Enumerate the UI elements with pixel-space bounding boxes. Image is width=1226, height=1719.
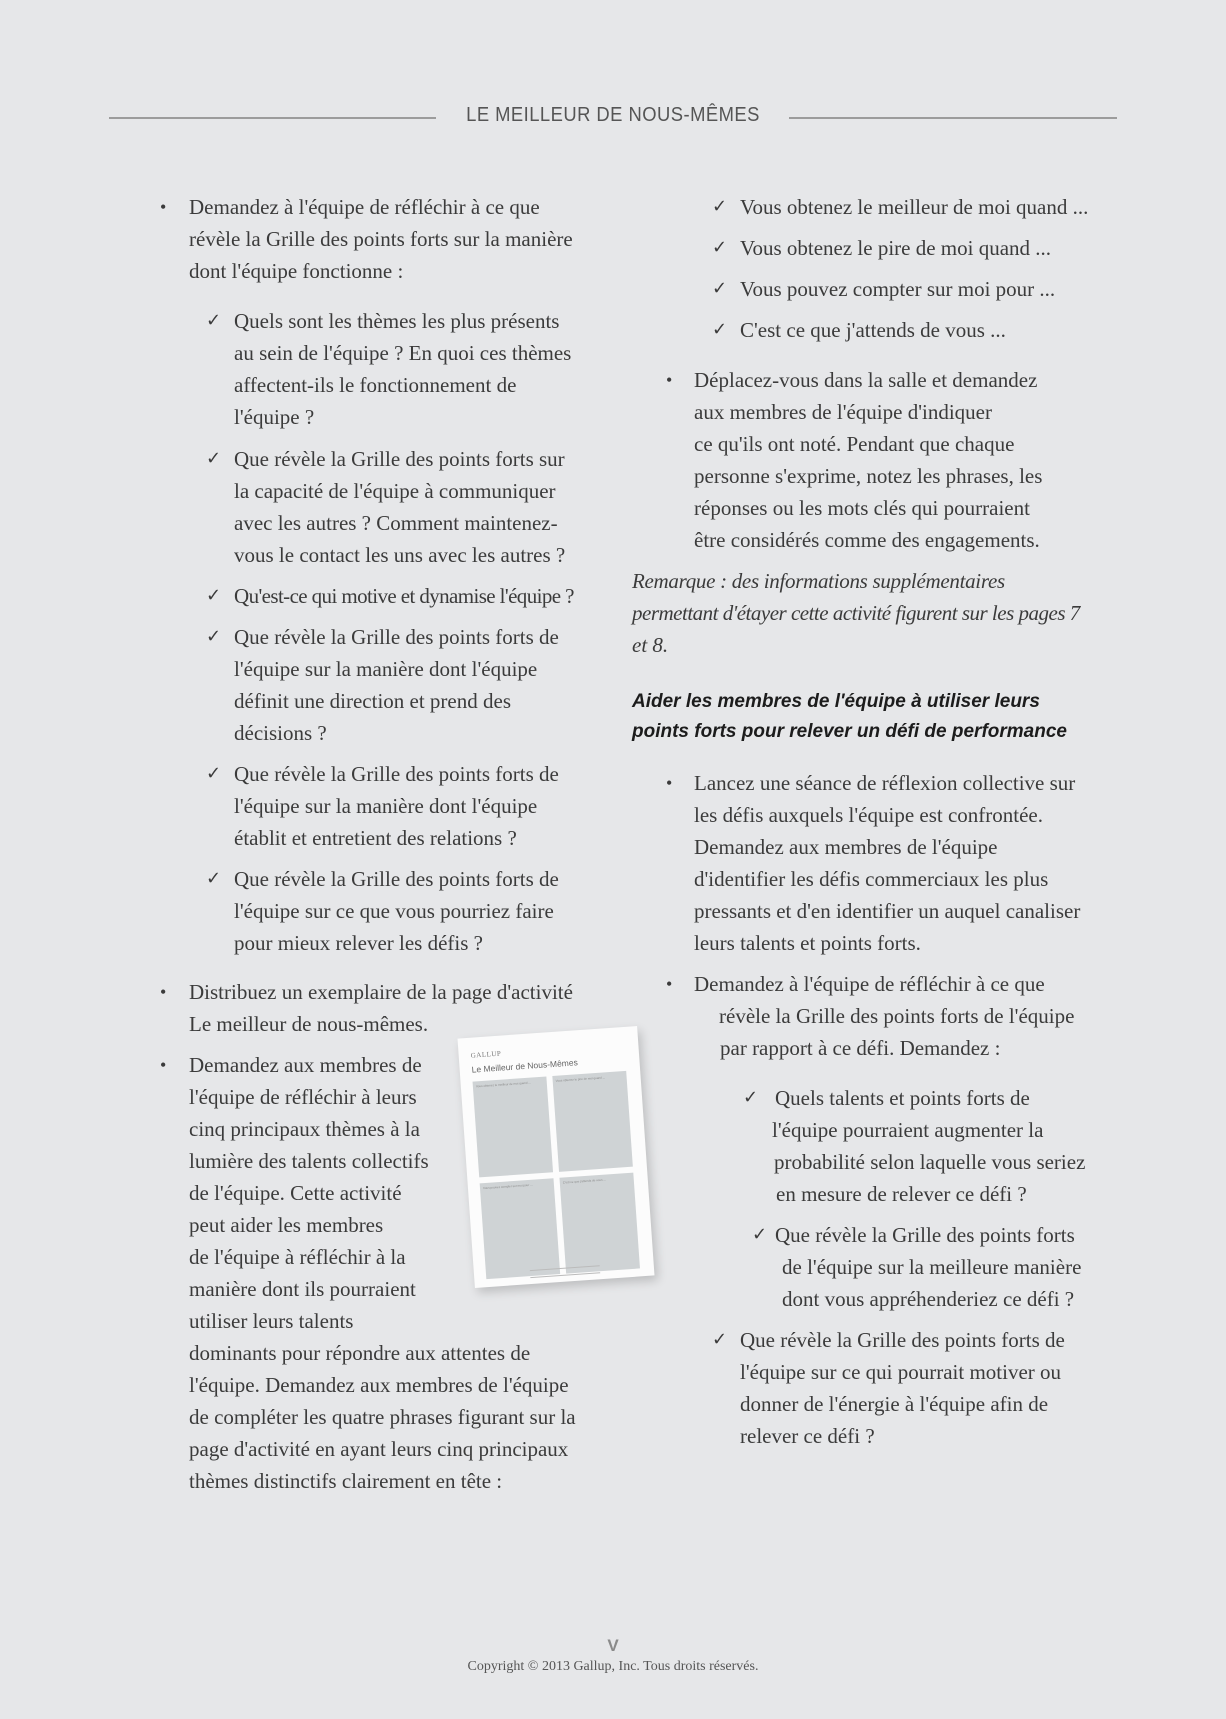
- check-icon: ✓: [712, 319, 728, 340]
- note-line: et 8.: [632, 633, 669, 657]
- text-line: vous le contact les uns avec les autres ?: [234, 543, 566, 567]
- text-line: Demandez aux membres de l'équipe: [694, 835, 998, 859]
- text-line: Distribuez un exemplaire de la page d'activité: [189, 980, 573, 1004]
- check-icon: ✓: [712, 237, 728, 258]
- thumbnail-box-label: Vous obtenez le meilleur de moi quand ...: [475, 1080, 531, 1089]
- text-line: Qu'est-ce qui motive et dynamise l'équipe ?: [234, 584, 574, 608]
- text-line: Que révèle la Grille des points forts de: [234, 625, 559, 649]
- text-line: l'équipe de réfléchir à leurs: [189, 1085, 417, 1109]
- text-line: pressants et d'en identifier un auquel canaliser: [694, 899, 1081, 923]
- bullet-icon: •: [666, 773, 673, 793]
- bullet-icon: •: [666, 370, 673, 390]
- thumbnail-box: [473, 1076, 554, 1177]
- thumbnail-box: [552, 1071, 633, 1172]
- bullet-icon: •: [160, 197, 167, 217]
- text-line: l'équipe ?: [234, 405, 315, 429]
- text-line: les défis auxquels l'équipe est confrontée.: [694, 803, 1044, 827]
- text-line: Vous pouvez compter sur moi pour ...: [740, 277, 1056, 301]
- text-line: Que révèle la Grille des points forts de: [740, 1328, 1065, 1352]
- text-line: cinq principaux thèmes à la: [189, 1117, 420, 1141]
- text-line: donner de l'énergie à l'équipe afin de: [740, 1392, 1049, 1416]
- thumbnail-box-label: Vous pouvez compter sur moi pour ...: [482, 1182, 533, 1191]
- text-line: l'équipe. Demandez aux membres de l'équipe: [189, 1373, 569, 1397]
- check-icon: ✓: [752, 1224, 768, 1245]
- text-line: manière dont ils pourraient: [189, 1277, 416, 1301]
- check-icon: ✓: [206, 868, 222, 889]
- text-line: de l'équipe à réfléchir à la: [189, 1245, 406, 1269]
- text-line: Quels sont les thèmes les plus présents: [234, 309, 560, 333]
- text-line: utiliser leurs talents: [189, 1309, 354, 1333]
- text-line: C'est ce que j'attends de vous ...: [740, 318, 1006, 342]
- bullet-icon: •: [160, 982, 167, 1002]
- text-line: Que révèle la Grille des points forts: [775, 1223, 1075, 1247]
- thumbnail-logo: GALLUP: [470, 1049, 502, 1060]
- text-line: leurs talents et points forts.: [694, 931, 921, 955]
- subheading-line: Aider les membres de l'équipe à utiliser leurs: [632, 691, 1040, 712]
- text-line: l'équipe sur la manière dont l'équipe: [234, 657, 538, 681]
- text-line: être considérés comme des engagements.: [694, 528, 1040, 552]
- text-line: au sein de l'équipe ? En quoi ces thèmes: [234, 341, 572, 365]
- page-header-title: LE MEILLEUR DE NOUS-MÊMES: [457, 104, 769, 126]
- text-line: définit une direction et prend des: [234, 689, 511, 713]
- text-line: page d'activité en ayant leurs cinq principaux: [189, 1437, 569, 1461]
- subheading-line: points forts pour relever un défi de performance: [632, 721, 1067, 742]
- text-line: de l'équipe sur la meilleure manière: [782, 1255, 1082, 1279]
- text-line: en mesure de relever ce défi ?: [776, 1182, 1027, 1206]
- text-line: Demandez aux membres de: [189, 1053, 422, 1077]
- text-line: décisions ?: [234, 721, 327, 745]
- text-line: Quels talents et points forts de: [775, 1086, 1030, 1110]
- text-line: l'équipe sur ce qui pourrait motiver ou: [740, 1360, 1062, 1384]
- note-line: permettant d'étayer cette activité figurent sur les pages 7: [632, 601, 1080, 625]
- page-number: V: [607, 1636, 619, 1655]
- page-header: [49, 104, 1177, 127]
- thumbnail-box-label: C'est ce que j'attends de vous ...: [562, 1177, 607, 1185]
- bullet-icon: •: [160, 1055, 167, 1075]
- text-line: relever ce défi ?: [740, 1424, 875, 1448]
- text-line: Que révèle la Grille des points forts de: [234, 867, 559, 891]
- text-line: ce qu'ils ont noté. Pendant que chaque: [694, 432, 1015, 456]
- text-line: par rapport à ce défi. Demandez :: [720, 1036, 1001, 1060]
- text-line: Vous obtenez le meilleur de moi quand ...: [740, 195, 1089, 219]
- check-icon: ✓: [206, 585, 222, 606]
- text-line: avec les autres ? Comment maintenez-: [234, 511, 558, 535]
- text-line: Demandez à l'équipe de réfléchir à ce que: [694, 972, 1045, 996]
- text-line: l'équipe sur ce que vous pourriez faire: [234, 899, 554, 923]
- text-line: établit et entretient des relations ?: [234, 826, 517, 850]
- note-line: Remarque : des informations supplémentaires: [632, 569, 1005, 593]
- text-line: la capacité de l'équipe à communiquer: [234, 479, 556, 503]
- text-line: lumière des talents collectifs: [189, 1149, 429, 1173]
- text-line: Que révèle la Grille des points forts de: [234, 762, 559, 786]
- thumbnail-box: [480, 1178, 561, 1279]
- thumbnail-title: Le Meilleur de Nous-Mêmes: [471, 1057, 579, 1075]
- text-line: dominants pour répondre aux attentes de: [189, 1341, 531, 1365]
- bullet-icon: •: [666, 974, 673, 994]
- text-line: Lancez une séance de réflexion collective sur: [694, 771, 1076, 795]
- text-line: Vous obtenez le pire de moi quand ...: [740, 236, 1052, 260]
- text-line: personne s'exprime, notez les phrases, les: [694, 464, 1043, 488]
- text-line: probabilité selon laquelle vous seriez: [774, 1150, 1086, 1174]
- text-line: peut aider les membres: [189, 1213, 384, 1237]
- text-line: révèle la Grille des points forts de l'équipe: [719, 1004, 1075, 1028]
- check-icon: ✓: [712, 278, 728, 299]
- text-line: révèle la Grille des points forts sur la manière: [189, 227, 573, 251]
- text-line: l'équipe pourraient augmenter la: [772, 1118, 1044, 1142]
- text-line: Demandez à l'équipe de réfléchir à ce que: [189, 195, 540, 219]
- thumbnail-box: [559, 1173, 640, 1274]
- check-icon: ✓: [206, 626, 222, 647]
- text-line: thèmes distinctifs clairement en tête :: [189, 1469, 503, 1493]
- text-line: Déplacez-vous dans la salle et demandez: [694, 368, 1038, 392]
- text-line: dont l'équipe fonctionne :: [189, 259, 404, 283]
- check-icon: ✓: [712, 1329, 728, 1350]
- text-line: affectent-ils le fonctionnement de: [234, 373, 517, 397]
- text-line: Le meilleur de nous-mêmes.: [189, 1012, 429, 1036]
- thumbnail-box-label: Vous obtenez le pire de moi quand ...: [555, 1075, 606, 1083]
- text-line: de compléter les quatre phrases figurant sur la: [189, 1405, 576, 1429]
- check-icon: ✓: [712, 196, 728, 217]
- text-line: d'identifier les défis commerciaux les plus: [694, 867, 1049, 891]
- text-line: l'équipe sur la manière dont l'équipe: [234, 794, 538, 818]
- text-line: de l'équipe. Cette activité: [189, 1181, 402, 1205]
- check-icon: ✓: [206, 763, 222, 784]
- activity-page-thumbnail: [457, 1026, 654, 1288]
- check-icon: ✓: [743, 1087, 759, 1108]
- text-line: réponses ou les mots clés qui pourraient: [694, 496, 1030, 520]
- text-line: pour mieux relever les défis ?: [234, 931, 483, 955]
- check-icon: ✓: [206, 310, 222, 331]
- text-line: aux membres de l'équipe d'indiquer: [694, 400, 992, 424]
- copyright-notice: Copyright © 2013 Gallup, Inc. Tous droits réservés.: [467, 1659, 759, 1674]
- check-icon: ✓: [206, 448, 222, 469]
- text-line: dont vous appréhenderiez ce défi ?: [782, 1287, 1075, 1311]
- text-line: Que révèle la Grille des points forts sur: [234, 447, 565, 471]
